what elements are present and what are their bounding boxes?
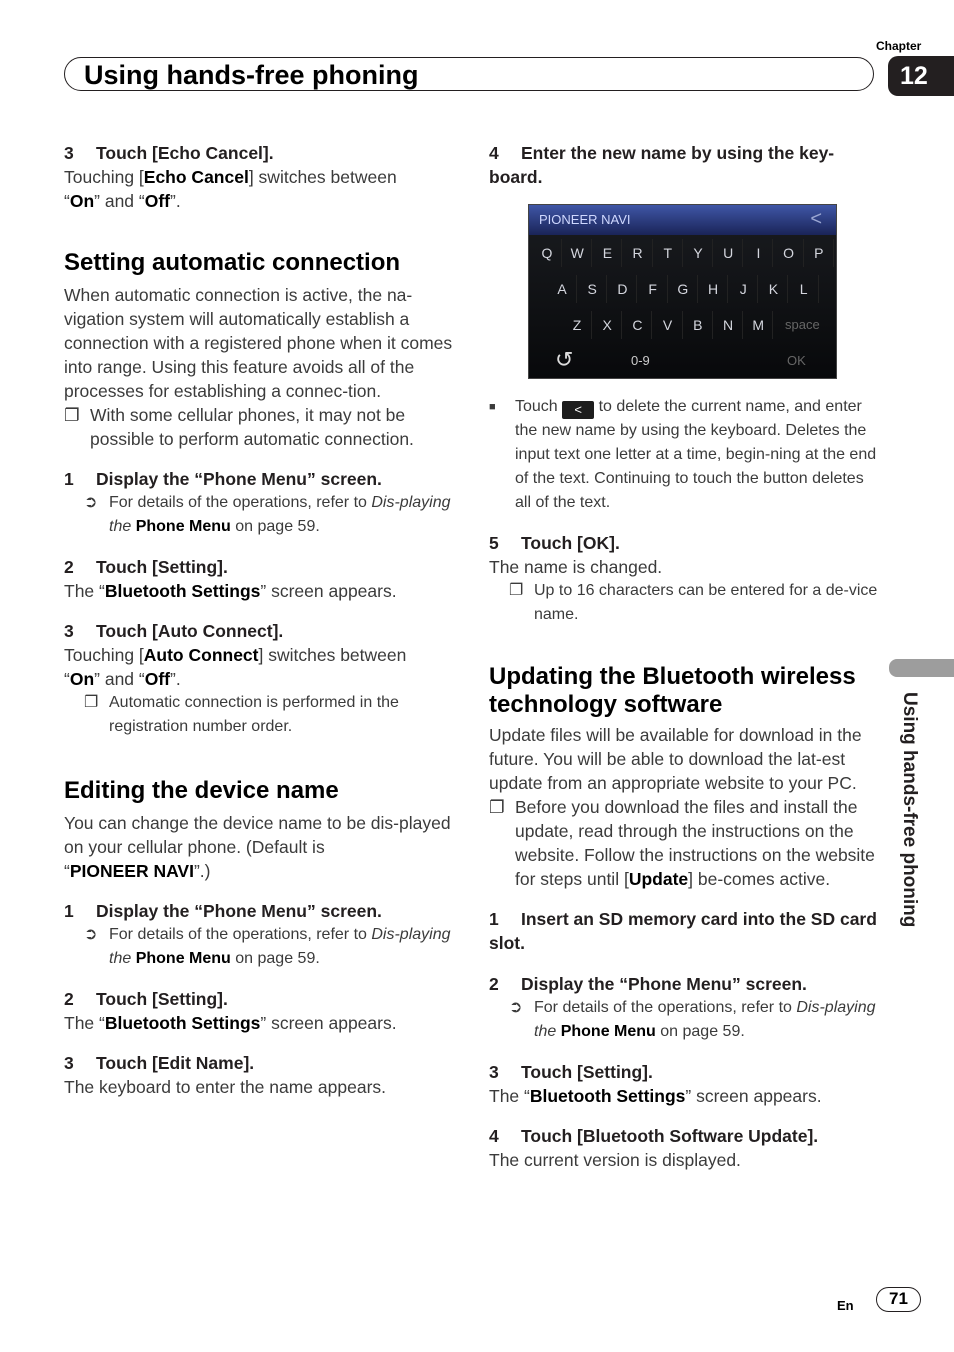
arrow-icon: ➲ xyxy=(84,494,98,511)
step-display-phone-menu-3: 2 Display the “Phone Menu” screen. xyxy=(489,974,807,994)
step-display-phone-menu-2: 1 Display the “Phone Menu” screen. xyxy=(64,901,382,921)
setting-body-2: The “Bluetooth Settings” screen appears. xyxy=(64,1013,397,1033)
key-b: B xyxy=(684,311,713,339)
language-label: En xyxy=(837,1298,854,1313)
reference-note: ➲ For details of the operations, refer to Dis-playing the Phone Menu on page 59. xyxy=(64,491,454,539)
chapter-label: Chapter xyxy=(876,39,922,53)
keyboard-name-field: PIONEER NAVI xyxy=(529,205,836,235)
character-limit-note: ❐ Up to 16 characters can be entered for a de-vice name. xyxy=(489,579,881,627)
left-column xyxy=(64,141,454,1099)
step-software-update: 4 Touch [Bluetooth Software Update]. xyxy=(489,1126,819,1146)
delete-key: < xyxy=(810,208,822,230)
edit-device-name-body: You can change the device name to be dis-played on your cellular phone. (Default is “PIONEER NAVI”.) xyxy=(64,813,451,881)
right-column xyxy=(489,141,881,1172)
auto-connect-note: ❐ Automatic connection is performed in the registration number order. xyxy=(64,691,454,739)
key-z: Z xyxy=(563,311,592,339)
step-edit-name: 3 Touch [Edit Name]. xyxy=(64,1053,255,1073)
key-y: Y xyxy=(684,239,713,267)
side-tab-marker xyxy=(889,659,954,677)
numeric-key: 0-9 xyxy=(631,353,650,368)
page-title: Using hands-free phoning xyxy=(84,60,419,90)
key-a: A xyxy=(548,275,577,303)
step-echo-cancel: 3 Touch [Echo Cancel]. xyxy=(64,143,274,163)
space-key: space xyxy=(785,317,820,332)
step-auto-connect: 3 Touch [Auto Connect]. xyxy=(64,621,284,641)
key-n: N xyxy=(714,311,743,339)
key-q: Q xyxy=(533,239,562,267)
key-o: O xyxy=(775,239,804,267)
key-m: M xyxy=(744,311,773,339)
update-software-body: Update files will be available for download in the future. You will be able to download the lat-est update from an appropriate website to your PC. xyxy=(489,725,862,793)
reference-note-3: ➲ For details of the operations, refer to Dis-playing the Phone Menu on page 59. xyxy=(489,996,881,1044)
key-r: R xyxy=(624,239,653,267)
ok-key: OK xyxy=(787,353,806,368)
key-l: L xyxy=(790,275,819,303)
key-f: F xyxy=(639,275,668,303)
step-display-phone-menu: 1 Display the “Phone Menu” screen. xyxy=(64,469,382,489)
heading-auto-connection: Setting automatic connection xyxy=(64,249,401,276)
auto-connection-body: When automatic connection is active, the na-vigation system will automatically establish a connection with a registered phone when it comes into range. Using this feature avoids all of the processes for establishing a connec-tion. xyxy=(64,285,453,401)
arrow-icon: ➲ xyxy=(84,926,98,943)
heading-edit-device-name: Editing the device name xyxy=(64,777,339,804)
setting-body: The “Bluetooth Settings” screen appears. xyxy=(64,581,397,601)
step-insert-sd: 1 Insert an SD memory card into the SD card slot. xyxy=(489,909,877,953)
side-tab-label: Using hands-free phoning xyxy=(899,692,920,928)
key-h: H xyxy=(699,275,728,303)
step-touch-setting-2: 2 Touch [Setting]. xyxy=(64,989,228,1009)
key-d: D xyxy=(608,275,637,303)
box-bullet-icon: ❐ xyxy=(84,694,99,711)
heading-update-software: Updating the Bluetooth wireless technology software xyxy=(489,663,856,718)
box-bullet-icon: ❐ xyxy=(489,797,505,817)
square-bullet-icon: ■ xyxy=(489,401,496,413)
delete-key-icon: < xyxy=(562,401,594,419)
auto-connect-body: Touching [Auto Connect] switches between “On” and “Off”. xyxy=(64,645,407,689)
box-bullet-icon: ❐ xyxy=(509,582,524,599)
return-icon: ↺ xyxy=(555,347,574,372)
page-number: 71 xyxy=(876,1287,921,1312)
key-w: W xyxy=(563,239,592,267)
keyboard-screenshot xyxy=(528,204,837,379)
step-touch-setting-3: 3 Touch [Setting]. xyxy=(489,1062,653,1082)
arrow-icon: ➲ xyxy=(509,999,523,1016)
key-t: T xyxy=(654,239,683,267)
key-c: C xyxy=(623,311,652,339)
edit-name-body: The keyboard to enter the name appears. xyxy=(64,1077,387,1097)
key-u: U xyxy=(714,239,743,267)
key-e: E xyxy=(593,239,622,267)
key-k: K xyxy=(759,275,788,303)
delete-instruction: ■ Touch < to delete the current name, and enter the new name by using the keyboard. Deletes the input text one letter at a time, begin-ning at the end of the text. Continuing to touch the button deletes all of the text. xyxy=(489,395,881,515)
step-enter-new-name: 4 Enter the new name by using the key-board. xyxy=(489,143,835,187)
key-s: S xyxy=(578,275,607,303)
key-i: I xyxy=(744,239,773,267)
step-touch-setting: 2 Touch [Setting]. xyxy=(64,557,228,577)
reference-note-2: ➲ For details of the operations, refer to Dis-playing the Phone Menu on page 59. xyxy=(64,923,454,971)
step-touch-ok: 5 Touch [OK]. xyxy=(489,533,620,553)
touch-ok-body: The name is changed. xyxy=(489,557,663,577)
update-note: ❐ Before you download the files and install the update, read through the instructions on the website. Follow the instructions on the website for steps until [Update] be-comes active. xyxy=(489,797,875,889)
key-x: X xyxy=(593,311,622,339)
key-v: V xyxy=(654,311,683,339)
key-g: G xyxy=(669,275,698,303)
chapter-number-badge: 12 xyxy=(888,56,954,96)
auto-connection-note: ❐ With some cellular phones, it may not be possible to perform automatic connection. xyxy=(64,405,414,449)
key-j: J xyxy=(729,275,758,303)
setting-body-3: The “Bluetooth Settings” screen appears. xyxy=(489,1086,822,1106)
software-update-body: The current version is displayed. xyxy=(489,1150,741,1170)
box-bullet-icon: ❐ xyxy=(64,405,80,425)
key-p: P xyxy=(805,239,834,267)
echo-cancel-body: Touching [Echo Cancel] switches between “On” and “Off”. xyxy=(64,167,397,211)
